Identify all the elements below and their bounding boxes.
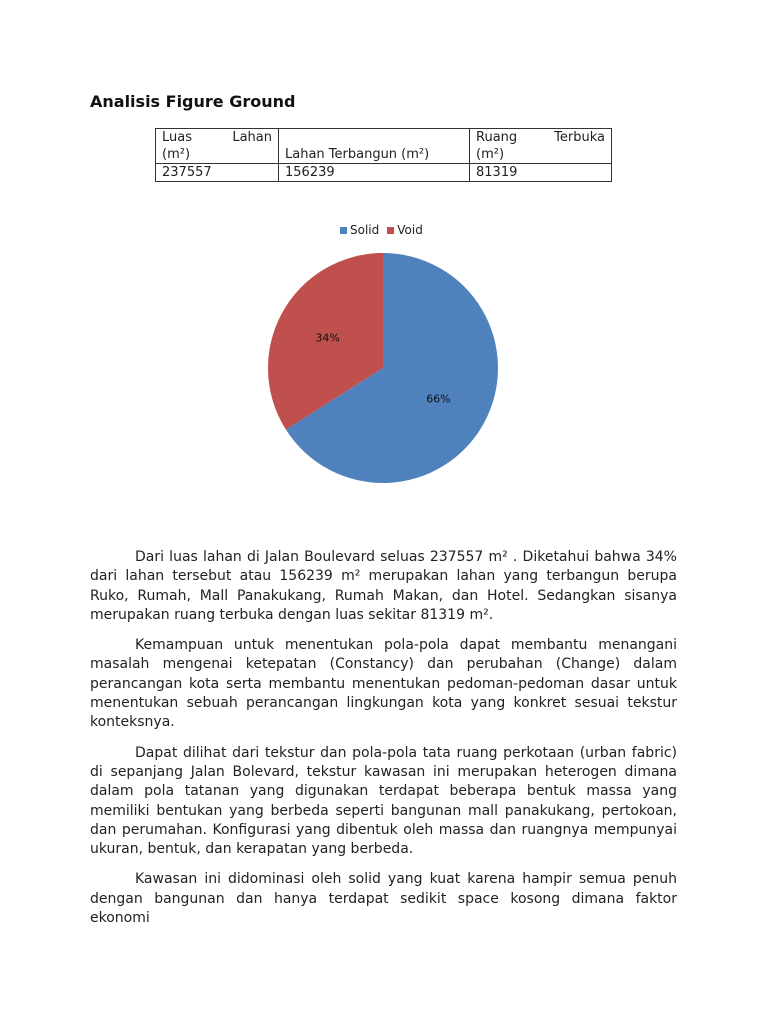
table-header-cell <box>156 129 279 164</box>
header-ruang-line2: (m²) <box>476 147 505 162</box>
area-table <box>155 128 612 182</box>
pie-data-label-void: 34% <box>315 331 340 345</box>
legend-label-solid: Solid <box>350 223 380 237</box>
table-header-cell <box>470 129 612 164</box>
paragraph: Kawasan ini didominasi oleh solid yang kuat karena hampir semua penuh dengan bangunan dan hanya terdapat sedikit space kosong dimana faktor ekonomi <box>90 871 677 927</box>
paragraph: Dapat dilihat dari tekstur dan pola-pola tata ruang perkotaan (urban fabric) di sepanjang Jalan Bolevard, tekstur kawasan ini merupakan heterogen dimana dalam pola tatanan yang digunakan terdapat beberapa bentuk massa yang memiliki bentukan yang berbeda seperti bangunan mall panakukang, pertokoan, dan perumahan. Konfigurasi yang dibentuk oleh massa dan ruangnya mempunyai ukuran, bentuk, dan kerapatan yang berbeda. <box>90 744 677 858</box>
table-cell: 81319 <box>470 164 612 182</box>
paragraph: Kemampuan untuk menentukan pola-pola dapat membantu menangani masalah mengenai ketepatan (Constancy) dan perubahan (Change) dalam perancangan kota serta membantu menentukan pedoman-pedoman dasar untuk menentukan sebuah perancangan lingkungan kota yang konkret sesuai tekstur konteksnya. <box>90 637 677 731</box>
table-cell: 237557 <box>156 164 279 182</box>
paragraph: Dari luas lahan di Jalan Boulevard seluas 237557 m² . Diketahui bahwa 34% dari lahan tersebut atau 156239 m² merupakan lahan yang terbangun berupa Ruko, Rumah, Mall Panakukang, Rumah Makan, dan Hotel. Sedangkan sisanya merupakan ruang terbuka dengan luas sekitar 81319 m². <box>90 549 677 623</box>
page-heading: Analisis Figure Ground <box>90 92 296 111</box>
table-header-row <box>156 129 612 164</box>
header-luas-line2: (m²) <box>162 147 191 162</box>
body-text <box>90 548 677 939</box>
table-header-cell <box>279 129 470 164</box>
header-luas-line1: Luas Lahan <box>162 130 272 145</box>
pie-data-label-solid: 66% <box>426 392 451 406</box>
table-row <box>156 164 612 182</box>
header-terbangun: Lahan Terbangun (m²) <box>285 147 430 162</box>
pie-chart <box>260 220 510 500</box>
table-cell: 156239 <box>279 164 470 182</box>
legend-label-void: Void <box>397 223 423 237</box>
header-ruang-line1: Ruang Terbuka <box>476 130 605 145</box>
